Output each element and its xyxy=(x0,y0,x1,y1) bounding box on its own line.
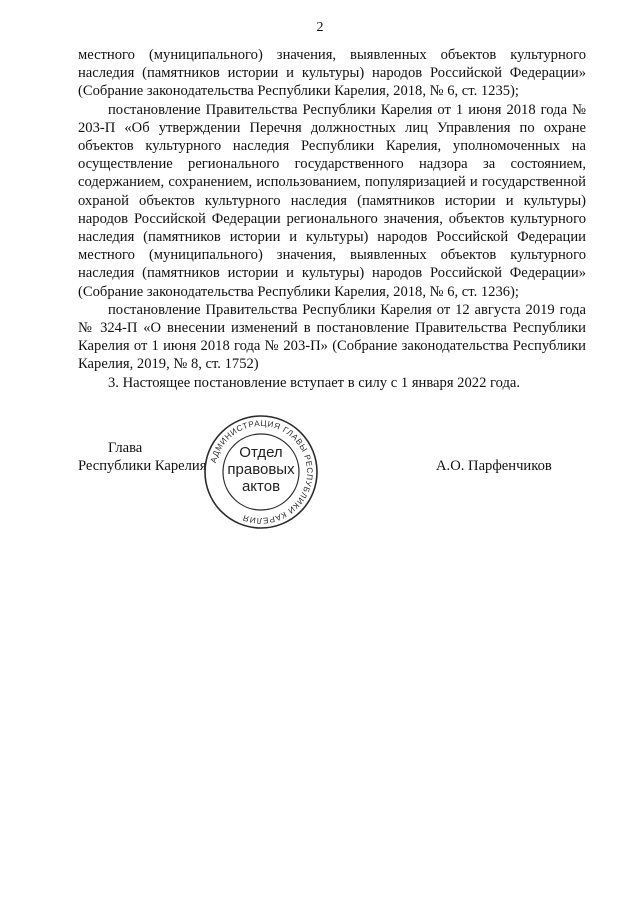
official-stamp xyxy=(202,413,320,531)
stamp-center-line2: правовых xyxy=(227,461,295,478)
svg-text:АДМИНИСТРАЦИЯ ГЛАВЫ РЕСПУБЛИКИ: АДМИНИСТРАЦИЯ ГЛАВЫ РЕСПУБЛИКИ КАРЕЛИЯ xyxy=(208,418,315,526)
paragraph-effective-date: 3. Настоящее постановление вступает в силу с 1 января 2022 года. xyxy=(108,374,521,391)
document-body xyxy=(78,46,586,392)
signatory-name: А.О. Парфенчиков xyxy=(436,458,552,474)
paragraph-continuation: местного (муниципального) значения, выявленных объектов культурного наследия (памятников истории и культуры) народов Российской Федерации» (Собрание законодательства Республики Карелия, 2018, № 6, ст. 1235); xyxy=(78,47,586,100)
stamp-center-line3: актов xyxy=(241,478,281,495)
paragraph-resolution-324p: постановление Правительства Республики Карелия от 12 августа 2019 года № 324-П «О внесении изменений в постановление Правительства Республики Карелия от 1 июня 2018 года № 203-П» (Собрание законодательства Республики Карелия, 2019, № 8, ст. 1752) xyxy=(78,301,586,373)
stamp-center-text xyxy=(202,444,320,495)
paragraph-resolution-203p: постановление Правительства Республики Карелия от 1 июня 2018 года № 203-П «Об утверждении Перечня должностных лиц Управления по охране объектов культурного наследия Республики Карелия, уполномоченных на осуществление регионального государственного надзора за состоянием, содержанием, сохранением, использованием, популяризацией и государственной охраной объектов культурного наследия (памятников истории и культуры) народов Российской Федерации регионального значения, объектов культурного наследия (памятников истории и культуры) народов Российской Федерации местного (муниципального) значения, выявленных объектов культурного наследия (памятников истории и культуры) народов Российской Федерации» (Собрание законодательства Республики Карелия, 2018, № 6, ст. 1236); xyxy=(78,101,586,300)
signatory-title-line1: Глава xyxy=(108,440,143,456)
signatory-title xyxy=(78,439,206,475)
stamp-center-line1: Отдел xyxy=(239,444,283,461)
page-number: 2 xyxy=(316,20,324,35)
signatory-title-line2: Республики Карелия xyxy=(78,458,207,475)
